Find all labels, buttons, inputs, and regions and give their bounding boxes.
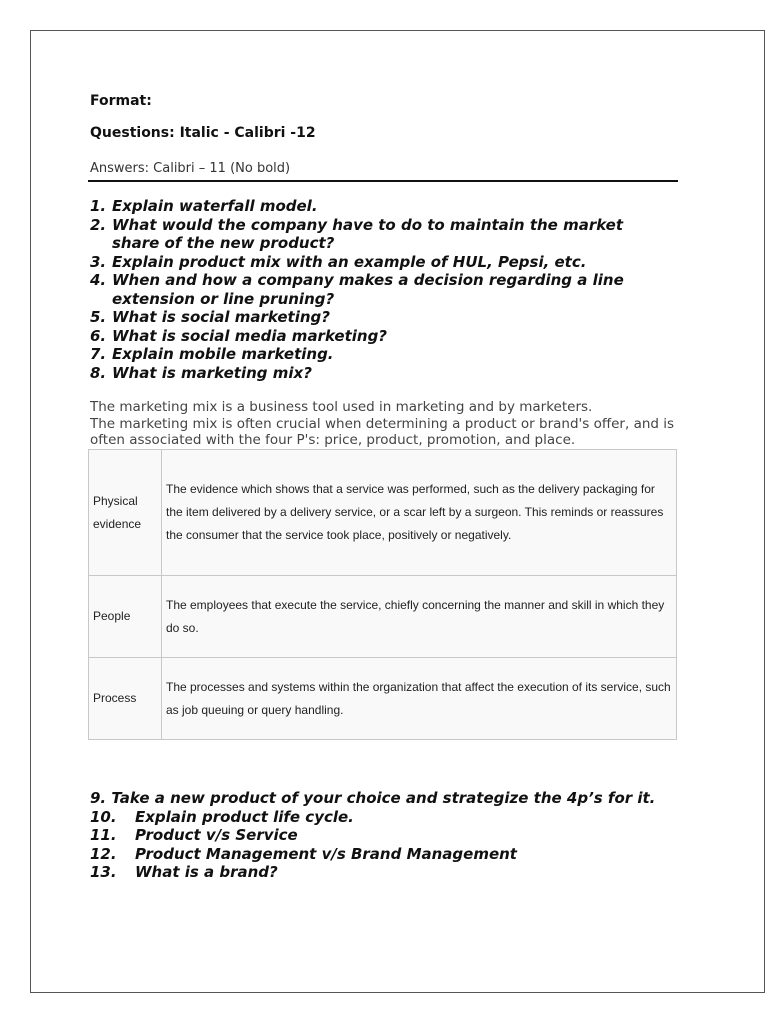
question-item — [90, 216, 670, 253]
question-number: 5. — [90, 308, 107, 326]
question-item — [90, 271, 670, 308]
table-desc-cell: The processes and systems within the organization that affect the execution of its service, such as job queuing or query handling. — [162, 658, 677, 740]
question-text: Explain product life cycle. — [135, 807, 354, 826]
answer-intro — [90, 399, 690, 449]
table-row — [89, 450, 677, 576]
question-item — [90, 345, 670, 364]
question-item — [90, 845, 710, 864]
question-text: What is marketing mix? — [112, 363, 312, 382]
question-text: Explain product mix with an example of HUL, Pepsi, etc. — [112, 252, 587, 271]
question-number: 10. — [90, 807, 117, 826]
question-item — [90, 808, 710, 827]
answer-intro-line-2: The marketing mix is often crucial when determining a product or brand's offer, and is often associated with the four P's: price, product, promotion, and place. — [90, 415, 675, 448]
question-text: Explain mobile marketing. — [112, 345, 334, 363]
question-text: Product v/s Service — [135, 826, 298, 844]
question-text: What is a brand? — [135, 863, 278, 881]
table-row — [89, 576, 677, 658]
question-item — [90, 364, 670, 383]
question-item — [90, 327, 670, 346]
question-number: 6. — [90, 326, 107, 345]
questions-style-note: Questions: Italic - Calibri -12 — [90, 125, 316, 141]
horizontal-rule — [88, 180, 678, 182]
question-item — [90, 863, 710, 882]
question-number: 11. — [90, 826, 117, 844]
table-row — [89, 658, 677, 740]
question-item — [90, 826, 710, 845]
marketing-mix-table — [88, 449, 677, 740]
question-text: When and how a company makes a decision regarding a line extension or line pruning? — [112, 271, 624, 308]
question-number: 4. — [90, 271, 107, 289]
table-desc-cell: The employees that execute the service, chiefly concerning the manner and skill in which they do so. — [162, 576, 677, 658]
answer-intro-line-1: The marketing mix is a business tool used in marketing and by marketers. — [90, 399, 593, 415]
answers-style-note: Answers: Calibri – 11 (No bold) — [90, 161, 291, 176]
question-item — [90, 197, 670, 216]
question-number: 8. — [90, 363, 107, 382]
question-text: Explain waterfall model. — [112, 197, 318, 215]
question-text: Product Management v/s Brand Management — [135, 844, 517, 863]
question-number: 3. — [90, 252, 107, 271]
table-term-cell: Physical evidence — [89, 450, 162, 576]
question-number: 2. — [90, 215, 107, 234]
question-number: 12. — [90, 844, 117, 863]
question-list-2 — [90, 789, 710, 882]
question-number: 13. — [90, 863, 117, 881]
question-text: What is social marketing? — [112, 308, 330, 326]
question-item — [90, 308, 670, 327]
question-text: What is social media marketing? — [112, 326, 388, 345]
question-list-1 — [90, 197, 670, 382]
question-number: 1. — [90, 197, 107, 215]
format-heading: Format: — [90, 93, 152, 109]
question-item: 9. Take a new product of your choice and strategize the 4p’s for it. — [90, 789, 656, 807]
table-desc-cell: The evidence which shows that a service was performed, such as the delivery packaging for the item delivered by a delivery service, or a scar left by a surgeon. This reminds or reassures the consumer that the service took place, positively or negatively. — [162, 450, 677, 576]
question-item — [90, 253, 670, 272]
table-term-cell: Process — [89, 658, 162, 740]
question-text: What would the company have to do to maintain the market share of the new product? — [112, 215, 624, 252]
question-number: 7. — [90, 345, 107, 363]
table-term-cell: People — [89, 576, 162, 658]
